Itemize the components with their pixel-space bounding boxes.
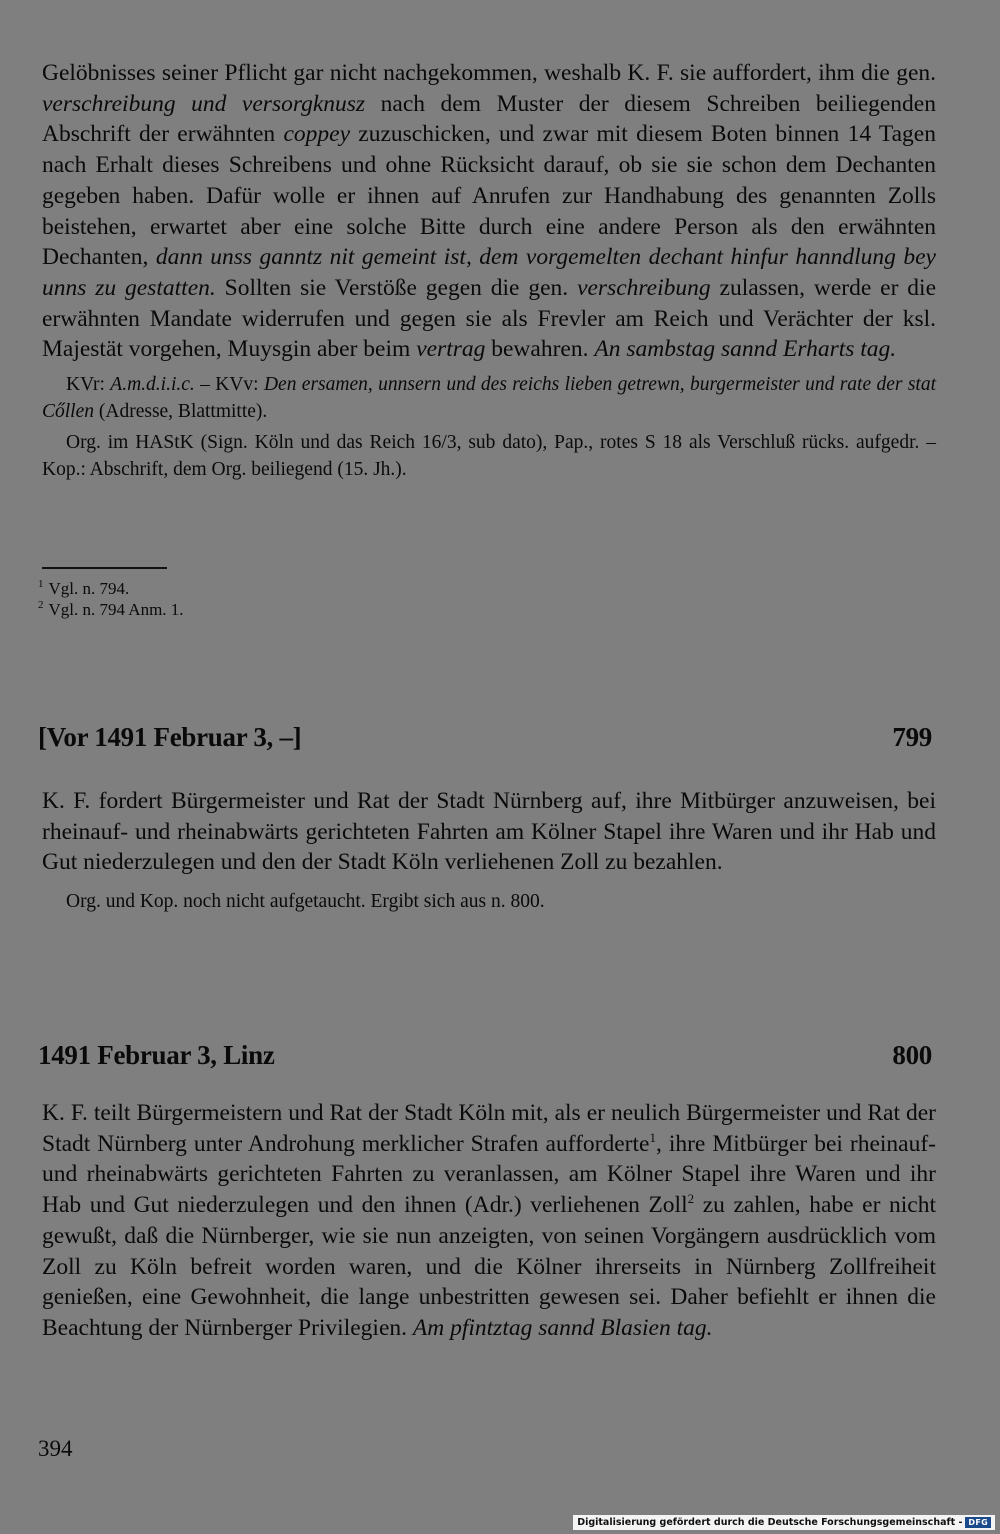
italic-run: coppey [283,121,351,148]
footnote-ref: 1 [649,1129,656,1145]
entry-799-paragraph: K. F. fordert Bürgermeister und Rat der Stadt Nürnberg auf, ihre Mitbürger anzuweisen, bei rheinauf- und rheinabwärts gerichteten Fahrten am Kölner Stapel ihre Waren und ihr Hab und Gut niederzulegen und den der Stadt Köln verliehenen Zoll zu bezahlen. [42,788,936,876]
entry-799-number: 799 [892,722,932,752]
dfg-banner[interactable] [573,1515,995,1530]
text-run: zu zahlen, habe er nicht gewußt, daß die Nürnberger, wie sie nun anzeigten, von seinen Vorgängern ausdrücklich vom Zoll zu Köln befreit worden waren, und die Kölner ihrerseits in Nürnberg Zollfreiheit genießen, eine Gewohnheit, die lange unbestritten gewesen sei. Daher befiehlt er ihnen die Beachtung der Nürnberger Privilegien. [42,1192,936,1341]
italic-run: dann unss ganntz nit gemeint ist, dem vorgemelten dechant hinfur hanndlung bey unns zu gestatten. [42,244,936,301]
entry-799-note: Org. und Kop. noch nicht aufgetaucht. Ergibt sich aus n. 800. [66,891,545,913]
footnote-1: $^1$ Vgl. n. 794. [38,578,130,598]
continued-entry [42,58,936,483]
text-run: K. F. teilt Bürgermeistern und Rat der Stadt Köln mit, als er neulich Bürgermeister und Rat der Stadt Nürnberg unter Androhung merklicher Strafen aufforderte [42,1100,936,1157]
footnote-rule [42,567,167,569]
entry-800-paragraph [42,1098,936,1344]
italic-run: vertrag [416,336,486,363]
italic-run: Den ersamen, unnsern und des reichs lieben getrewn, burgermeister und rate der stat Cőllen [42,374,936,423]
footnote-2: $^2$ Vgl. n. 794 Anm. 1. [38,599,184,619]
dfg-logo-icon: DFG [965,1517,991,1528]
entry-799-heading [38,722,932,753]
footnotes [38,578,184,620]
entry-800 [42,1098,936,1344]
text-run: Sollten sie Verstöße gegen die gen. [215,274,578,301]
italic-run: verschreibung und versorgknusz [42,90,366,117]
dfg-banner-text: Digitalisierung gefördert durch die Deutsche Forschungsgemeinschaft - [577,1517,963,1528]
text-run: Gelöbnisses seiner Pflicht gar nicht nachgekommen, weshalb K. F. sie auffordert, ihm die gen. [42,60,936,86]
footnote-ref: 2 [687,1191,695,1207]
archive-note: Org. im HAStK (Sign. Köln und das Reich 16/3, sub dato), Pap., rotes S 18 als Verschluß rücks. aufgedr. – Kop.: Abschrift, dem Org. beiliegend (15. Jh.). [42,432,936,481]
text-run: nach dem Muster der diesem Schreiben beiliegenden Abschrift der erwähnten [42,90,936,148]
entry-800-date: 1491 Februar 3, Linz [38,1040,275,1070]
italic-run: Am pfintztag sannd Blasien tag. [412,1314,713,1341]
text-run: KVr: [66,374,111,396]
dorsal-note [42,371,936,425]
text-run: , ihre Mitbürger bei rheinauf- und rheinabwärts gerichteten Fahrten zu veranlassen, am Kölner Stapel ihre Waren und ihr Hab und Gut niederzulegen und den ihnen (Adr.) verliehenen Zoll [42,1130,936,1219]
italic-run: An sambstag sannd Erharts tag. [594,336,897,363]
italic-run: verschreibung [577,274,711,301]
entry-800-number: 800 [892,1040,932,1070]
continued-paragraph [42,58,936,365]
text-run: zulassen, werde er die erwähnten Mandate widerrufen und gegen sie als Frevler am Reich und Verächter der ksl. Majestät vorgehen, Muysgin aber beim [42,274,937,363]
text-run: – KVv: [194,374,264,396]
text-run: bewahren. [485,336,595,363]
italic-run: A.m.d.i.i.c. [110,374,195,396]
entry-799 [42,786,936,915]
text-run: (Adresse, Blattmitte). [94,401,268,423]
entry-799-date: [Vor 1491 Februar 3, –] [38,722,302,752]
entry-800-heading [38,1040,932,1071]
text-run: zuzuschicken, und zwar mit diesem Boten binnen 14 Tagen nach Erhalt dieses Schreibens und ohne Rücksicht darauf, ob sie sie schon dem Dechanten gegeben haben. Dafür wolle er ihnen auf Anrufen zur Handhabung des genannten Zolls beistehen, erwartet aber eine solche Bitte durch eine andere Person als den erwähnten Dechanten, [42,121,936,271]
page-number: 394 [38,1436,73,1461]
